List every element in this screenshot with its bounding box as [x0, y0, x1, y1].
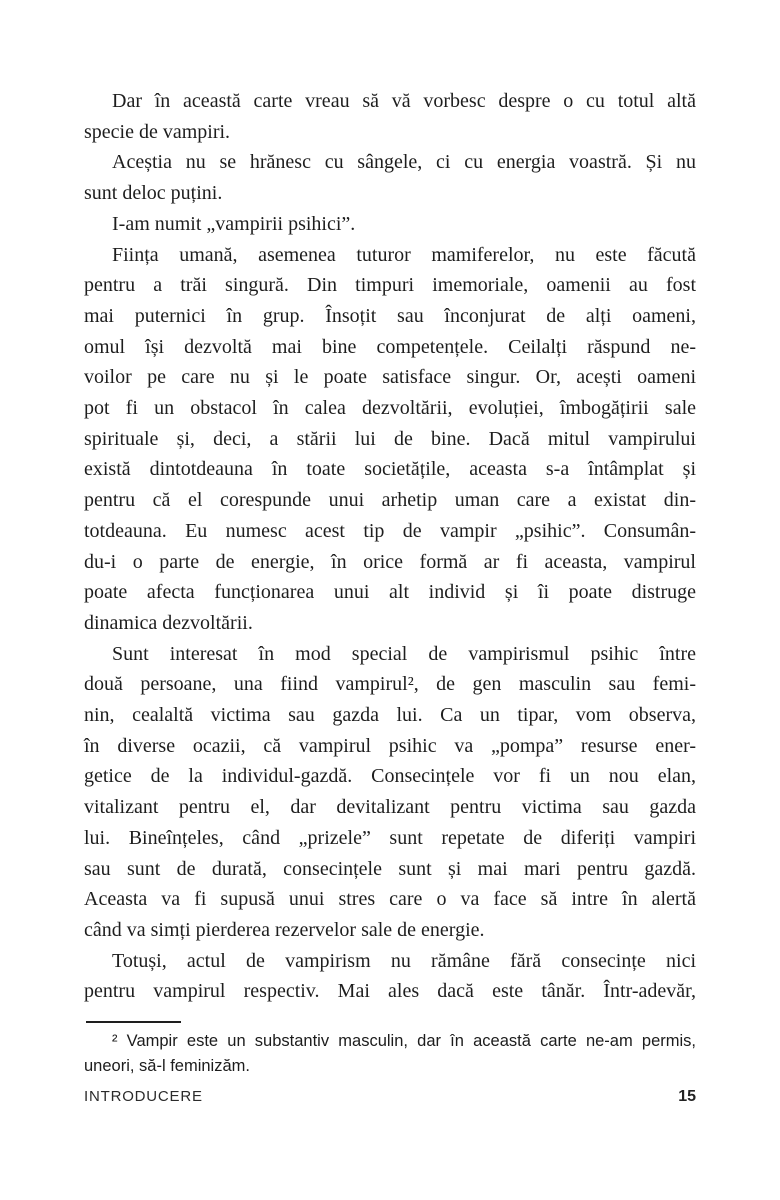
text-line: există dintotdeauna în toate societățile, aceasta s-a întâmplat și [84, 458, 696, 481]
text-line: I-am numit „vampirii psihici”. [112, 212, 356, 235]
text-line: pentru că el corespunde unui arhetip uman care a existat din- [84, 489, 696, 512]
text-line: pentru vampirul respectiv. Mai ales dacă este tânăr. Într-adevăr, [84, 980, 696, 1003]
page-footer [84, 1088, 696, 1106]
text-line: dinamica dezvoltării. [84, 611, 253, 634]
text-line: Aceasta va fi supusă unui stres care o va face să intre în alertă [84, 888, 696, 911]
text-line: Sunt interesat în mod special de vampirismul psihic între [112, 642, 696, 665]
page-number: 15 [678, 1088, 696, 1105]
text-line: lui. Bineînțeles, când „prizele” sunt repetate de diferiți vampiri [84, 826, 696, 849]
text-line: sau sunt de durată, consecințele sunt și mai mari pentru gazdă. [84, 857, 696, 880]
text-line: mai puternici în grup. Însoțit sau înconjurat de alți oameni, [84, 304, 696, 327]
footnote-line: uneori, să-l feminizăm. [84, 1057, 250, 1075]
text-line: du-i o parte de energie, în orice formă ar fi aceasta, vampirul [84, 550, 696, 573]
text-line: spirituale și, deci, a stării lui de bine. Dacă mitul vampirului [84, 427, 696, 450]
running-header-section-title: INTRODUCERE [84, 1088, 203, 1105]
text-line: poate afecta funcționarea unui alt individ și îi poate distruge [84, 581, 696, 604]
text-line: Ființa umană, asemenea tuturor mamiferelor, nu este făcută [112, 243, 696, 266]
text-line: getice de la individul-gazdă. Consecințele vor fi un nou elan, [84, 765, 696, 788]
footnote-line: ² Vampir este un substantiv masculin, dar în această carte ne-am permis, [112, 1032, 696, 1050]
text-line: Totuși, actul de vampirism nu rămâne fără consecințe nici [112, 949, 696, 972]
text-line: vitalizant pentru el, dar devitalizant pentru victima sau gazda [84, 796, 696, 819]
text-line: omul își dezvoltă mai bine competențele. Ceilalți răspund ne- [84, 335, 696, 358]
text-line: totdeauna. Eu numesc acest tip de vampir „psihic”. Consumân- [84, 519, 696, 542]
text-line: specie de vampiri. [84, 120, 231, 143]
text-line: voilor pe care nu și le poate satisface singur. Or, acești oameni [84, 366, 696, 389]
text-line: Dar în această carte vreau să vă vorbesc despre o cu totul altă [112, 90, 696, 112]
footnote-separator-rule [86, 1021, 181, 1023]
text-line: sunt deloc puțini. [84, 182, 223, 205]
text-line: în diverse ocazii, că vampirul psihic va „pompa” resurse ener- [84, 734, 696, 757]
body-text [84, 86, 696, 1007]
text-line: nin, cealaltă victima sau gazda lui. Ca un tipar, vom observa, [84, 704, 696, 727]
footnote [84, 1029, 696, 1079]
text-line: Aceștia nu se hrănesc cu sângele, ci cu energia voastră. Și nu [112, 151, 696, 174]
text-line: două persoane, una fiind vampirul², de gen masculin sau femi- [84, 673, 696, 696]
text-line: pentru a trăi singură. Din timpuri imemoriale, oamenii au fost [84, 274, 696, 297]
text-line: când va simți pierderea rezervelor sale de energie. [84, 918, 485, 941]
text-line: pot fi un obstacol în calea dezvoltării, evoluției, îmbogățirii sale [84, 397, 696, 420]
